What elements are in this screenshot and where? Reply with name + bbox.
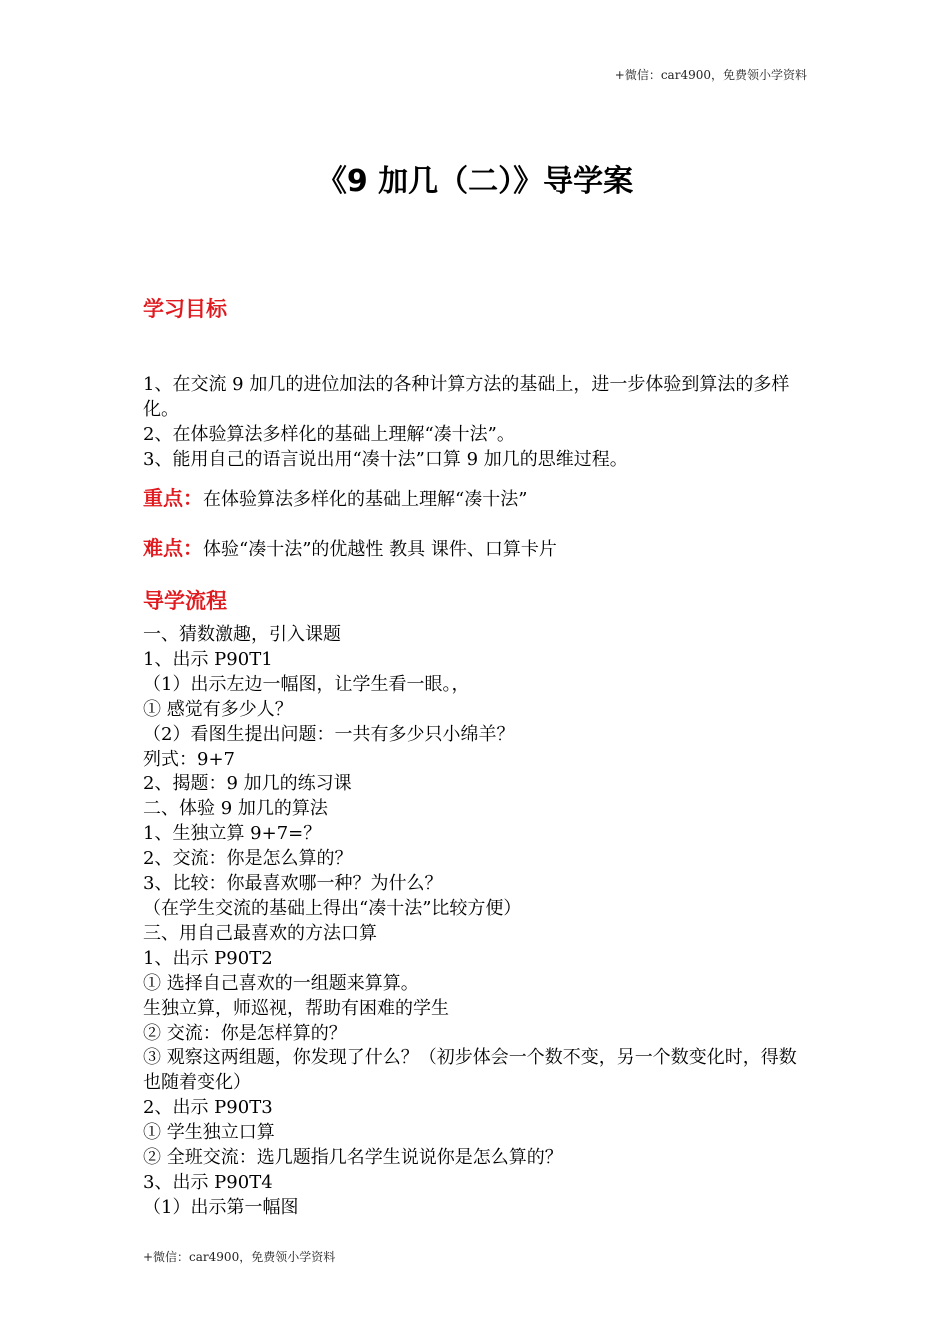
document-title: 《9 加几（二）》导学案 [316, 164, 634, 199]
procedure-line: ① 学生独立口算 [143, 1122, 275, 1144]
objective-item: 1、在交流 9 加几的进位加法的各种计算方法的基础上，进一步体验到算法的多样化。 [143, 374, 790, 420]
procedure-line: 1、出示 P90T2 [143, 947, 273, 969]
key-point-text: 在体验算法多样化的基础上理解“凑十法” [203, 489, 528, 510]
footer-note: +微信：car4900，免费领小学资料 [143, 1250, 336, 1264]
procedure-line: 2、出示 P90T3 [143, 1097, 273, 1119]
procedure-line: 生独立算，师巡视，帮助有困难的学生 [143, 997, 449, 1019]
objective-item: 2、在体验算法多样化的基础上理解“凑十法”。 [143, 424, 515, 445]
procedure-line: 列式：9+7 [143, 748, 235, 770]
procedure-line: ② 交流：你是怎样算的？ [143, 1022, 347, 1044]
procedure-line: ① 感觉有多少人？ [143, 698, 293, 720]
procedure-line: （在学生交流的基础上得出“凑十法”比较方便） [143, 897, 522, 919]
difficulty-line [143, 536, 557, 562]
procedure-line: （1）出示左边一幅图，让学生看一眼。， [143, 673, 470, 695]
objectives-list [143, 372, 811, 472]
procedure-heading: 导学流程 [143, 589, 227, 613]
difficulty-text: 体验“凑十法”的优越性 教具 课件、口算卡片 [203, 539, 557, 560]
procedure-line: 3、比较：你最喜欢哪一种？为什么？ [143, 873, 443, 895]
objective-item: 3、能用自己的语言说出用“凑十法”口算 9 加几的思维过程。 [143, 449, 628, 470]
key-point-label: 重点： [143, 486, 203, 510]
procedure-line: 一、猜数激趣，引入课题 [143, 624, 341, 645]
difficulty-label: 难点： [143, 536, 203, 560]
procedure-line: 2、交流：你是怎么算的？ [143, 848, 353, 870]
procedure-line: （1）出示第一幅图 [143, 1196, 299, 1218]
objectives-heading: 学习目标 [143, 297, 227, 321]
procedure-line: ② 全班交流：选几题指几名学生说说你是怎么算的？ [143, 1147, 563, 1169]
procedure-line: 三、用自己最喜欢的方法口算 [143, 922, 377, 944]
procedure-list [143, 623, 811, 1221]
procedure-line: 1、出示 P90T1 [143, 648, 273, 670]
header-note: +微信：car4900，免费领小学资料 [614, 68, 807, 82]
procedure-line: 2、揭题：9 加几的练习课 [143, 773, 352, 795]
procedure-line: ③ 观察这两组题，你发现了什么？（初步体会一个数不变，另一个数变化时，得数也随着变化） [143, 1047, 797, 1094]
procedure-line: 1、生独立算 9+7=？ [143, 823, 322, 845]
procedure-line: ① 选择自己喜欢的一组题来算算。 [143, 972, 419, 994]
procedure-line: （2）看图生提出问题：一共有多少只小绵羊？ [143, 723, 515, 745]
procedure-line: 二、体验 9 加几的算法 [143, 798, 328, 820]
key-point-line [143, 486, 527, 512]
procedure-line: 3、出示 P90T4 [143, 1171, 273, 1193]
